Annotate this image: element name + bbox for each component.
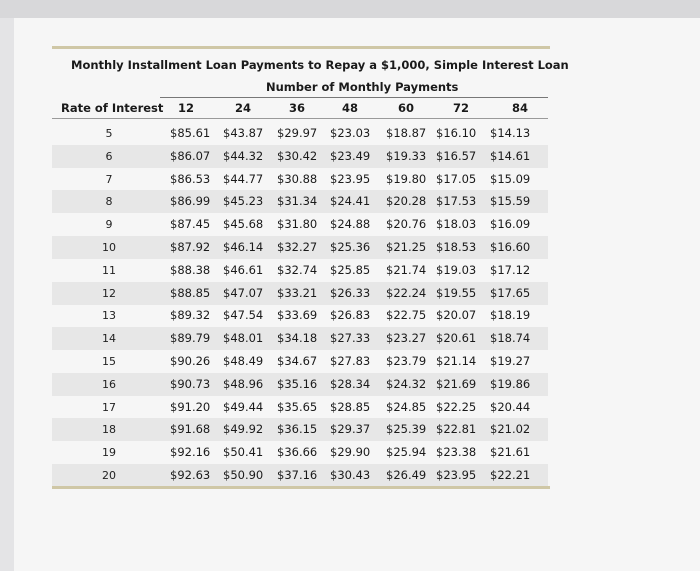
- payment-cell: $37.16: [277, 468, 318, 482]
- column-header-60: 60: [398, 101, 415, 115]
- payment-cell: $19.27: [490, 354, 531, 368]
- top-rule: [52, 46, 550, 49]
- table-subtitle: Number of Monthly Payments: [266, 80, 459, 94]
- rate-cell: 7: [105, 172, 113, 186]
- rate-cell: 16: [102, 377, 116, 391]
- payment-cell: $17.12: [490, 262, 531, 277]
- payment-cell: $27.83: [330, 354, 371, 368]
- payment-cell: $48.01: [223, 331, 264, 346]
- table-row: [52, 396, 548, 419]
- payment-cell: $19.33: [386, 148, 427, 163]
- payment-cell: $50.41: [223, 445, 264, 460]
- payment-cell: $17.53: [436, 194, 477, 209]
- payment-cell: $21.61: [490, 445, 531, 460]
- payment-cell: $19.03: [436, 262, 477, 277]
- rate-cell: 18: [102, 423, 116, 437]
- payment-cell: $86.07: [170, 148, 211, 163]
- payment-cell: $47.54: [223, 308, 264, 323]
- payment-cell: $48.96: [223, 376, 264, 391]
- table-row: [52, 441, 548, 464]
- payment-cell: $24.32: [386, 376, 427, 391]
- payment-cell: $28.85: [330, 399, 371, 414]
- rate-cell: 19: [102, 446, 116, 460]
- payment-cell: $22.21: [490, 468, 531, 482]
- payment-cell: $21.69: [436, 376, 477, 391]
- column-header-84: 84: [512, 101, 529, 115]
- payment-cell: $21.02: [490, 422, 531, 437]
- payment-cell: $30.42: [277, 148, 318, 163]
- payment-cell: $26.83: [330, 308, 371, 323]
- table-row: [52, 145, 548, 168]
- payment-cell: $49.92: [223, 422, 264, 437]
- payment-cell: $23.95: [436, 468, 477, 482]
- table-row: [52, 282, 548, 305]
- payment-cell: $27.33: [330, 331, 371, 346]
- payment-cell: $20.44: [490, 399, 531, 414]
- payment-cell: $16.60: [490, 240, 531, 254]
- payment-cell: $21.25: [386, 240, 427, 254]
- payment-cell: $20.07: [436, 308, 477, 323]
- rate-cell: 15: [102, 355, 116, 368]
- payment-cell: $18.87: [386, 126, 427, 140]
- table-row: [52, 122, 548, 145]
- payment-cell: $26.49: [386, 468, 427, 482]
- payment-cell: $88.38: [170, 262, 211, 277]
- payment-cell: $19.80: [386, 171, 427, 186]
- payment-cell: $85.61: [170, 126, 211, 140]
- payment-cell: $31.34: [277, 194, 318, 209]
- table-row: [52, 464, 548, 487]
- payment-cell: $34.18: [277, 331, 318, 346]
- rate-cell: 5: [105, 127, 113, 140]
- payment-cell: $34.67: [277, 354, 318, 368]
- payment-cell: $20.28: [386, 194, 427, 209]
- payment-cell: $91.68: [170, 422, 211, 437]
- payment-cell: $86.53: [170, 171, 211, 186]
- payment-cell: $33.21: [277, 285, 318, 300]
- table-row: [52, 327, 548, 350]
- payment-cell: $23.95: [330, 171, 371, 186]
- payment-cell: $49.44: [223, 399, 264, 414]
- payment-cell: $32.27: [277, 240, 318, 254]
- payment-cell: $91.20: [170, 399, 211, 414]
- payment-cell: $20.61: [436, 331, 477, 346]
- payment-cell: $14.13: [490, 126, 531, 140]
- rate-cell: 20: [102, 469, 116, 482]
- table-row: [52, 259, 548, 282]
- payment-cell: $20.76: [386, 217, 427, 232]
- payment-cell: $23.49: [330, 148, 371, 163]
- payment-cell: $88.85: [170, 285, 211, 300]
- payment-cell: $25.39: [386, 422, 427, 437]
- payment-cell: $46.14: [223, 240, 264, 254]
- payment-cell: $36.15: [277, 422, 318, 437]
- column-header-48: 48: [342, 101, 359, 115]
- rate-cell: 10: [102, 241, 116, 254]
- column-header-12: 12: [178, 101, 195, 115]
- table-row: [52, 213, 548, 236]
- rate-cell: 6: [105, 149, 113, 163]
- payment-cell: $89.32: [170, 308, 211, 323]
- payment-cell: $30.43: [330, 468, 371, 482]
- payment-cell: $86.99: [170, 194, 211, 209]
- payment-cell: $24.85: [386, 399, 427, 414]
- payment-cell: $33.69: [277, 308, 318, 323]
- bottom-rule: [52, 486, 550, 489]
- rate-cell: 17: [102, 400, 116, 414]
- payment-cell: $29.90: [330, 445, 371, 460]
- subtitle-underline: [160, 97, 548, 98]
- payment-cell: $46.61: [223, 262, 264, 277]
- table-row: [52, 418, 548, 441]
- payment-cell: $29.97: [277, 126, 318, 140]
- payment-cell: $18.19: [490, 308, 531, 323]
- payment-cell: $23.03: [330, 126, 371, 140]
- payment-cell: $21.74: [386, 262, 427, 277]
- payment-cell: $31.80: [277, 217, 318, 232]
- payment-cell: $28.34: [330, 376, 371, 391]
- payment-cell: $87.92: [170, 240, 211, 254]
- table-row: [52, 190, 548, 213]
- payment-cell: $35.16: [277, 376, 318, 391]
- payment-cell: $17.65: [490, 285, 531, 300]
- payment-cell: $24.41: [330, 194, 371, 209]
- table-title: Monthly Installment Loan Payments to Repay a $1,000, Simple Interest Loan: [71, 58, 569, 72]
- column-header-36: 36: [289, 101, 306, 115]
- payment-cell: $22.24: [386, 285, 427, 300]
- table-row: [52, 373, 548, 396]
- payment-cell: $18.03: [436, 217, 477, 232]
- table-row: [52, 236, 548, 259]
- payment-cell: $29.37: [330, 422, 371, 437]
- rate-cell: 11: [102, 263, 116, 277]
- payment-cell: $44.32: [223, 148, 264, 163]
- payment-cell: $16.57: [436, 148, 477, 163]
- payment-cell: $87.45: [170, 217, 211, 232]
- table-row: [52, 350, 548, 373]
- payment-cell: $48.49: [223, 354, 264, 368]
- payment-cell: $21.14: [436, 354, 477, 368]
- payment-cell: $89.79: [170, 331, 211, 346]
- payment-cell: $15.59: [490, 194, 531, 209]
- payment-cell: $32.74: [277, 262, 318, 277]
- payment-cell: $24.88: [330, 217, 371, 232]
- payment-cell: $92.63: [170, 468, 211, 482]
- payment-cell: $23.27: [386, 331, 427, 346]
- payment-cell: $92.16: [170, 445, 211, 460]
- payment-cell: $90.26: [170, 354, 211, 368]
- payment-cell: $44.77: [223, 171, 264, 186]
- header-underline: [52, 118, 548, 119]
- column-header-72: 72: [453, 101, 470, 115]
- payment-cell: $17.05: [436, 171, 477, 186]
- payment-cell: $26.33: [330, 285, 371, 300]
- payment-cell: $45.68: [223, 217, 264, 232]
- payment-cell: $14.61: [490, 148, 531, 163]
- payment-cell: $30.88: [277, 171, 318, 186]
- payment-cell: $15.09: [490, 171, 531, 186]
- payment-cell: $22.25: [436, 399, 477, 414]
- rate-cell: 8: [105, 195, 113, 209]
- payment-cell: $47.07: [223, 285, 264, 300]
- payment-cell: $43.87: [223, 126, 264, 140]
- payment-cell: $25.36: [330, 240, 371, 254]
- payment-cell: $25.85: [330, 262, 371, 277]
- payment-cell: $22.81: [436, 422, 477, 437]
- payment-cell: $25.94: [386, 445, 427, 460]
- table-row: [52, 168, 548, 191]
- column-header-24: 24: [235, 101, 252, 115]
- payment-cell: $18.74: [490, 331, 531, 346]
- rate-cell: 13: [102, 309, 116, 323]
- payment-cell: $16.10: [436, 126, 477, 140]
- rate-cell: 9: [105, 218, 113, 232]
- rate-cell: 12: [102, 286, 116, 300]
- payment-cell: $18.53: [436, 240, 477, 254]
- payment-cell: $16.09: [490, 217, 531, 232]
- payment-cell: $50.90: [223, 468, 264, 482]
- table-row: [52, 304, 548, 327]
- payment-cell: $45.23: [223, 194, 264, 209]
- rate-of-interest-header: Rate of Interest: [61, 101, 164, 115]
- rate-cell: 14: [102, 332, 116, 346]
- payment-cell: $22.75: [386, 308, 427, 323]
- payment-cell: $90.73: [170, 376, 211, 391]
- top-strip: [0, 0, 700, 18]
- payment-cell: $19.55: [436, 285, 477, 300]
- payment-cell: $36.66: [277, 445, 318, 460]
- payment-cell: $19.86: [490, 376, 531, 391]
- payment-cell: $23.79: [386, 354, 427, 368]
- payment-cell: $35.65: [277, 399, 318, 414]
- payment-cell: $23.38: [436, 445, 477, 460]
